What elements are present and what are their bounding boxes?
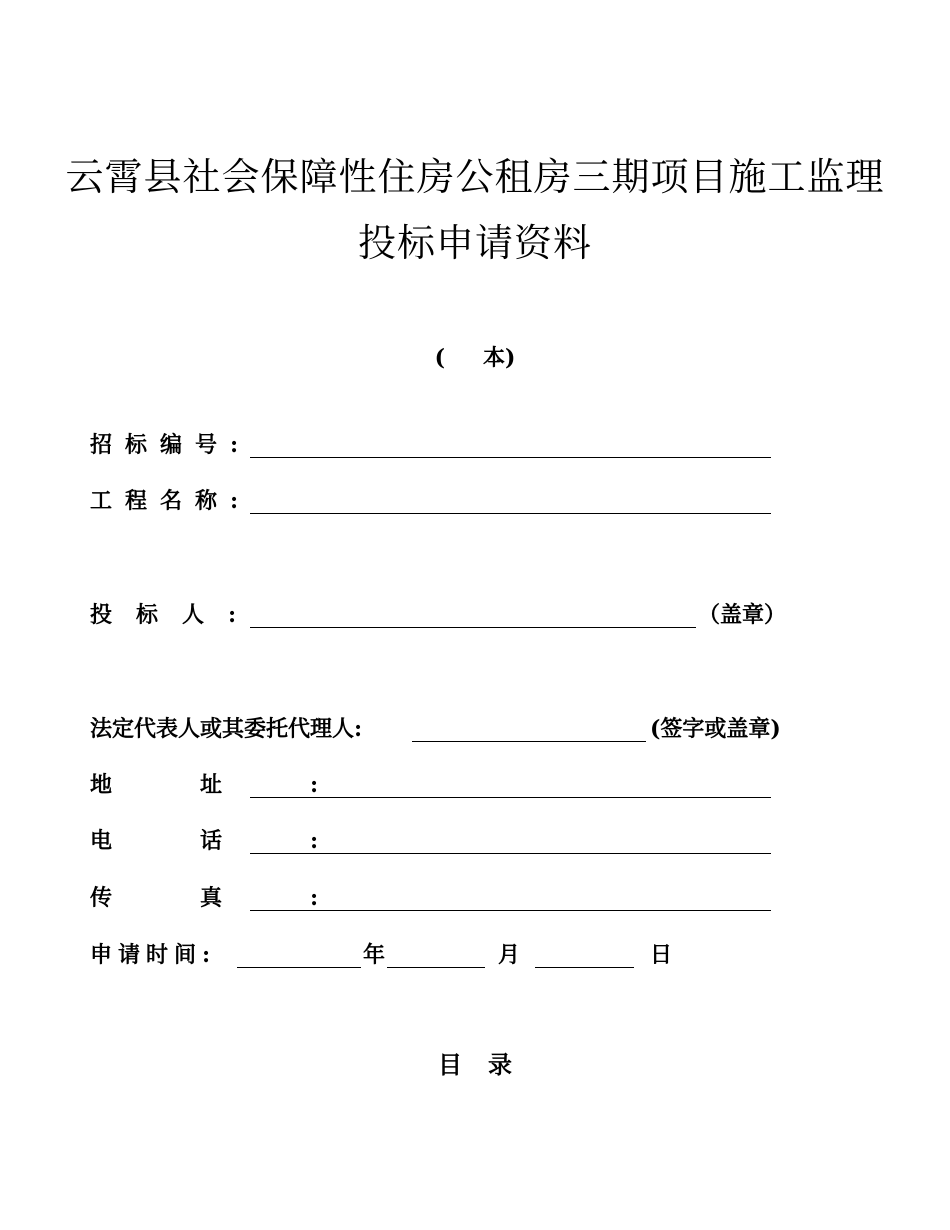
- fax-label: 传真:: [90, 885, 407, 911]
- tender-number-field: [90, 424, 780, 458]
- month-unit: 月: [498, 942, 521, 968]
- copy-designation-open: (: [434, 345, 445, 371]
- phone-field: [90, 820, 780, 854]
- fax-field: [90, 877, 780, 911]
- copy-designation-text: 本): [483, 345, 516, 371]
- phone-label: 电话:: [90, 828, 407, 854]
- day-unit: 日: [650, 942, 673, 968]
- bidder-seal-note: （盖章）: [698, 602, 787, 628]
- tender-number-label: 招标编号:: [90, 432, 252, 458]
- legal-representative-sign-note: (签字或盖章): [650, 716, 781, 742]
- copy-designation: [0, 347, 950, 369]
- legal-representative-label: 法定代表人或其委托代理人:: [90, 716, 363, 742]
- document-title-line-1: 云霄县社会保障性住房公租房三期项目施工监理: [65, 155, 885, 199]
- legal-representative-field: [90, 708, 810, 742]
- address-label: 地址:: [90, 772, 407, 798]
- tender-number-blank[interactable]: [250, 457, 771, 458]
- bidder-field: [90, 594, 810, 628]
- fax-blank[interactable]: [250, 910, 771, 911]
- address-blank[interactable]: [250, 797, 771, 798]
- project-name-field: [90, 480, 780, 514]
- year-unit: 年: [363, 942, 386, 968]
- legal-representative-blank[interactable]: [412, 741, 646, 742]
- table-of-contents-heading: 目录: [438, 1050, 538, 1079]
- document-title-line-2: 投标申请资料: [357, 221, 592, 265]
- phone-blank[interactable]: [250, 853, 771, 854]
- bidder-label: 投标人:: [90, 602, 261, 628]
- project-name-blank[interactable]: [250, 513, 771, 514]
- bidder-blank[interactable]: [250, 627, 696, 628]
- application-day-blank[interactable]: [535, 967, 634, 968]
- address-field: [90, 764, 780, 798]
- application-year-blank[interactable]: [237, 967, 361, 968]
- application-month-blank[interactable]: [387, 967, 485, 968]
- project-name-label: 工程名称:: [90, 488, 252, 514]
- application-date-label: 申请时间:: [90, 942, 217, 968]
- application-date-field: [90, 934, 690, 968]
